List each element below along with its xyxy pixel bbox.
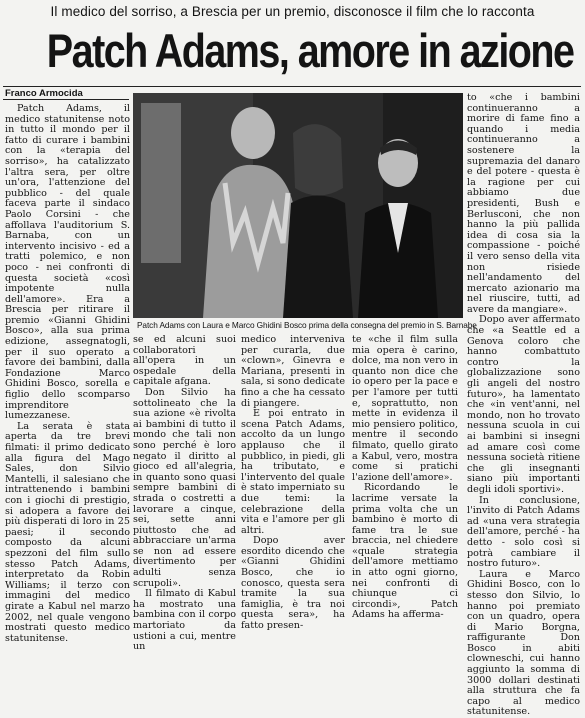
photo-image: [133, 93, 463, 318]
article-byline: Franco Armocida: [5, 88, 83, 99]
article-photo: [133, 93, 463, 318]
column-4-paragraph-2: Ricordando le lacrime versate la prima volta che un bambino è morto di fame tra le sue braccia, nel chiedere «quale strategia dell'amore mettiamo in atto ogni giorno, nei confronti di chiunque ci circondi», Patch Adams ha afferma-: [352, 482, 458, 621]
article-column-4: [352, 334, 458, 621]
column-3-paragraph-2: E poi entrato in scena Patch Adams, accolto da un lungo applauso che il pubblico, in piedi, gli ha tributato, e l'intervento del quale è stato imperniato su due temi: la celebrazione della vita e l'amore per gli altri.: [241, 408, 345, 536]
byline-rule: [3, 99, 129, 100]
article-column-3: [241, 334, 345, 632]
column-3-paragraph-1: medico interveniva per curarla, due «clown», Ginevra e Mariana, presenti in sala, si sono dedicate fino a che ha cessato di piangere.: [241, 334, 345, 409]
article-headline: Patch Adams, amore in azione: [46, 24, 574, 77]
column-5-paragraph-3: In conclusione, l'invito di Patch Adams ad «una vera strategia dell'amore, perché - ha detto - solo così si potrà cambiare il nostro futuro».: [467, 494, 580, 570]
column-2-paragraph-1: se ed alcuni suoi collaboratori all'opera in un ospedale della capitale afgana.: [133, 334, 236, 388]
column-4-paragraph-1: te «che il film sulla mia opera è carino, dolce, ma non vero in quanto non dice che io opero per la pace e per l'amore per tutti e, soprattutto, non mette in evidenza il mio pensiero politico, mentre il secondo filmato, quello girato a Kabul, vero, mostra come si pratichi l'azione dell'amore».: [352, 334, 458, 483]
article-column-5: [467, 92, 580, 718]
column-1-paragraph-2: La serata è stata aperta da tre brevi filmati: il primo dedicato alla figura del Mago Sales, don Silvio Mantelli, il salesiano che intrattenendo i bambini con i giochi di prestigio, si adopera a favore dei più disperati di loro in 25 paesi; il secondo composto da alcuni spezzoni del film sullo stesso Patch Adams, interpretato da Robin Williams; il terzo con immagini del medico girate a Kabul nel marzo 2002, nel quale vengono mostrati questo medico statunitense.: [5, 420, 130, 644]
article-column-1: [5, 103, 130, 644]
article-column-2: [133, 334, 236, 653]
column-3-paragraph-3: Dopo aver esordito dicendo che «Gianni Ghidini Bosco, che io conosco, questa sera tramite la sua famiglia, è tra noi questa sera», ha fatto presen-: [241, 535, 345, 632]
column-5-paragraph-2: Dopo aver affermato che «a Seattle ed a Genova coloro che hanno combattuto contro la globalizzazione sono gli angeli del nostro futuro», ha lamentato che «in vent'anni, nel mondo, non ho trovato nessuna scuola in cui ai bambini si insegni ad amare così come nessuna società ritiene che gli insegnanti siano più importanti degli idoli sportivi».: [467, 314, 580, 495]
column-5-paragraph-1: to «che i bambini continueranno a morire di fame fino a quando i media continueranno a sostenere la supremazia del danaro e del potere - questa è la ragione per cui abbiamo due presidenti, Bush e Berlusconi, che non hanno la più pallida idea di cosa sia la compassione - poiché il vero senso della vita non risiede nell'andamento del mercato azionario ma nel riuscire, tutti, ad avere da mangiare».: [467, 92, 580, 315]
column-1-paragraph-1: Patch Adams, il medico statunitense noto in tutto il mondo per il fatto di curare i bambini con la «terapia del sorriso», ha catalizzato l'altra sera, per oltre un'ora, l'attenzione del pubblico - del quale faceva parte il sindaco Paolo Corsini - che affollava l'auditorium S. Barnaba, con un intervento incisivo - ed a tratti polemico, e non poco - nei confronti di questa società «così impotente nulla dell'amore». Era a Brescia per ritirare il premio «Gianni Ghidini Bosco», alla sua prima edizione, assegnatogli, per il suo operato a favore dei bambini, dalla Fondazione Marco Ghidini Bosco, sorella e figlio dello scomparso imprenditore lumezzanese.: [5, 103, 130, 422]
article-kicker: Il medico del sorriso, a Brescia per un premio, disconosce il film che lo racconta: [50, 4, 535, 19]
photo-caption: Patch Adams con Laura e Marco Ghidini Bosco prima della consegna del premio in S. Barnabe: [137, 320, 477, 330]
column-5-paragraph-4: Laura e Marco Ghidini Bosco, con lo stesso don Silvio, lo hanno poi premiato con un quadro, opera di Mario Borgna, raffigurante Don Bosco in abiti clowneschi, cui hanno aggiunto la somma di 3000 dollari destinati alla struttura che fa capo al medico statunitense.: [467, 568, 580, 718]
column-2-paragraph-3: Il filmato di Kabul ha mostrato una bambina con il corpo martoriato da ustioni a cui, mentre un: [133, 588, 236, 653]
column-2-paragraph-2: Don Silvio ha sottolineato che la sua azione «è rivolta ai bambini di tutto il mondo che tali non sono perché è loro negato il diritto al gioco ed all'alegria, in quanto sono quasi sempre bambini di strada o costretti a lavorare a cinque, sei, sette anni piuttosto che ad abbracciare un'arma se non ad essere divertimento per adulti senza scrupoli».: [133, 386, 236, 589]
headline-rule: [3, 86, 581, 87]
